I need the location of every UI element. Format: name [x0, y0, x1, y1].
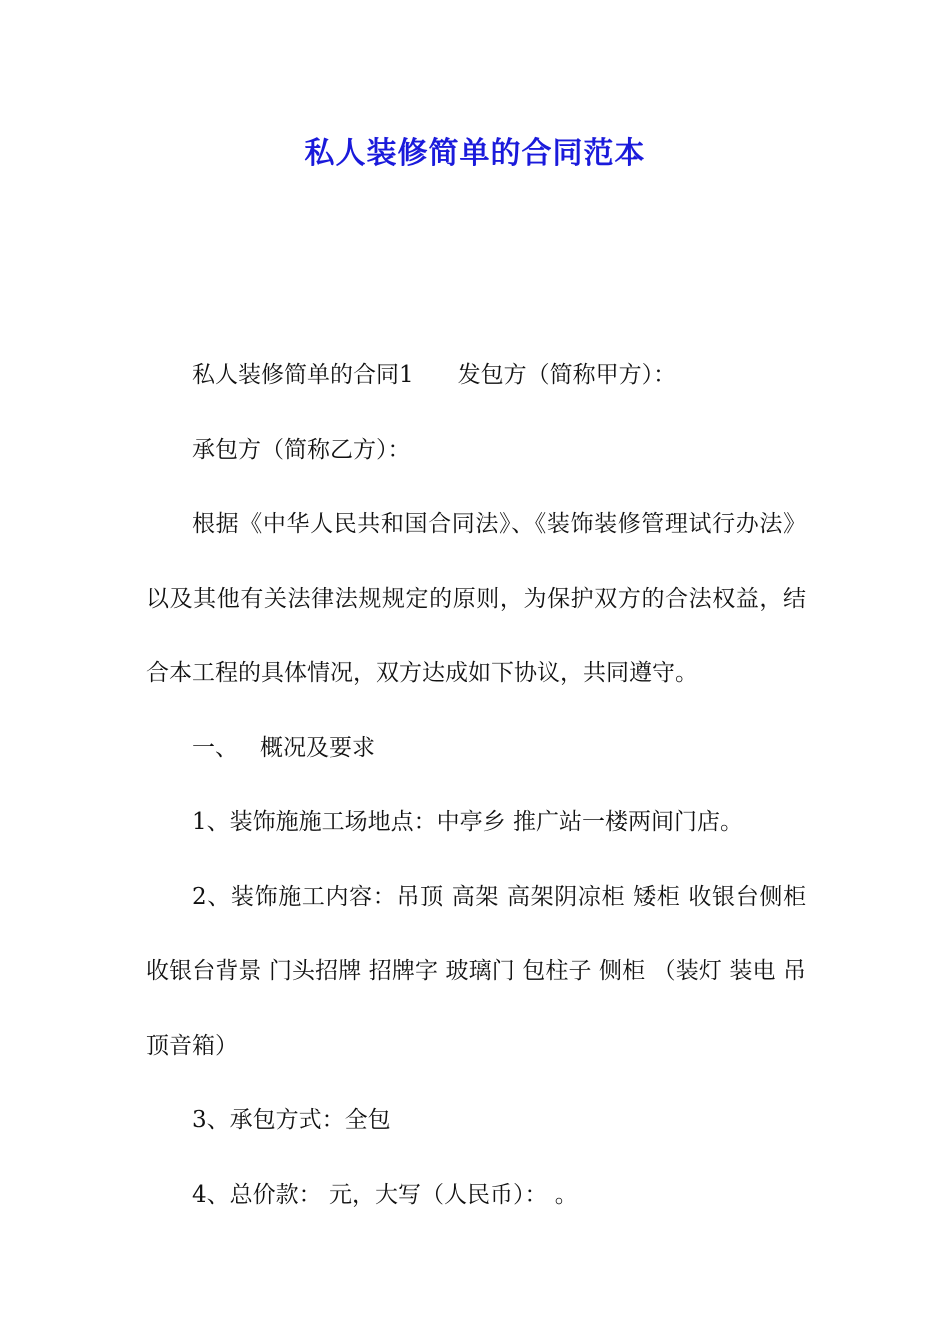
item-site-location: 1、装饰施施工场地点：中亭乡 推广站一楼两间门店。	[192, 809, 743, 835]
party-b-label: 承包方（简称乙方）：	[192, 436, 411, 463]
document-body	[146, 338, 806, 1232]
item-total-price: 4、总价款： 元，大写（人民币）： 。	[192, 1181, 578, 1208]
item-work-content: 2、装饰施工内容：吊顶 高架 高架阴凉柜 矮柜 收银台侧柜 收银台背景 门头招牌 招牌字 玻璃门 包柱子 侧柜 （装灯 装电 吊顶音箱）	[146, 883, 806, 1059]
item-contract-method: 3、承包方式：全包	[192, 1107, 391, 1133]
section-title: 概况及要求	[260, 734, 375, 761]
header-line	[146, 338, 806, 413]
section-heading	[146, 711, 806, 786]
party-a-label: 发包方（简称甲方）：	[457, 362, 677, 388]
contract-name: 私人装修简单的合同1	[192, 362, 414, 388]
document-title: 私人装修简单的合同范本	[304, 136, 646, 171]
preamble-paragraph: 根据《中华人民共和国合同法》、《装饰装修管理试行办法》以及其他有关法律法规规定的原则，为保护双方的合法权益，结合本工程的具体情况，双方达成如下协议，共同遵守。	[146, 511, 806, 686]
section-number: 一、	[192, 734, 238, 761]
